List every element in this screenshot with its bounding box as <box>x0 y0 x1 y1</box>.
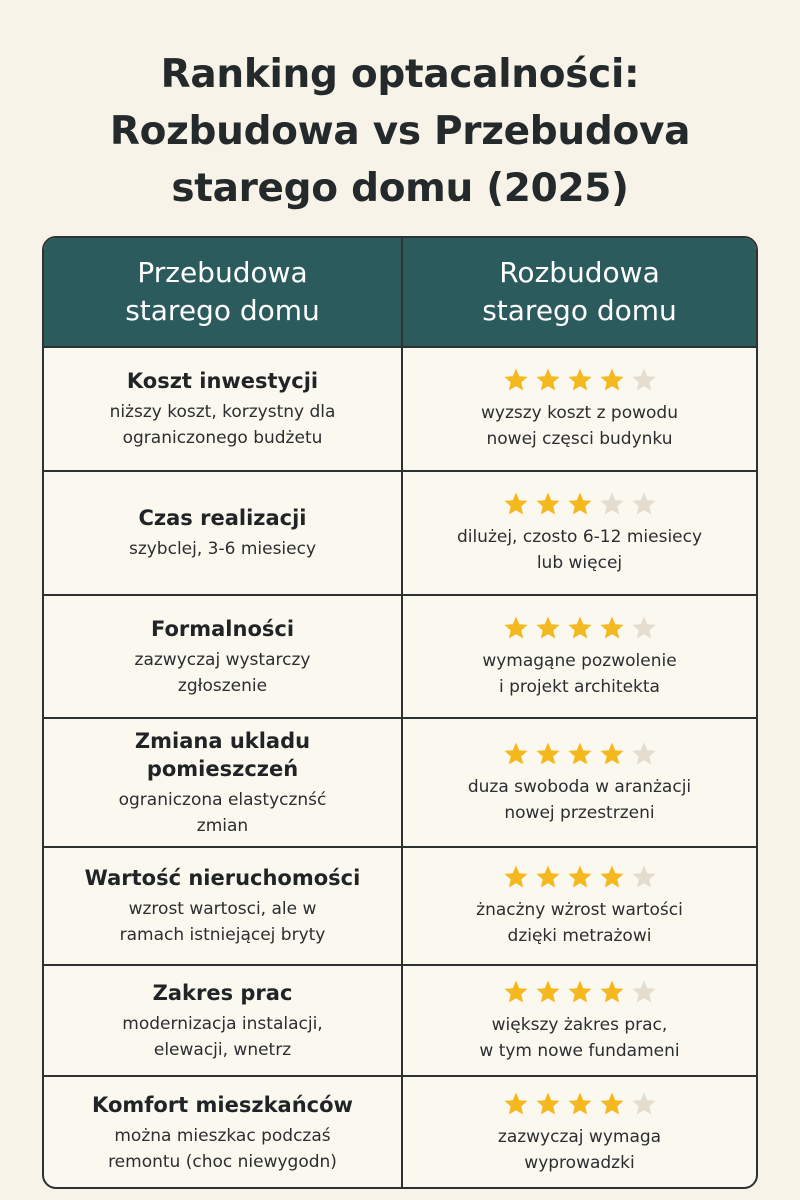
criterion-title <box>135 727 310 783</box>
rozbudowa-description-line: wyzszy koszt z powodu <box>480 403 678 423</box>
table-row <box>44 848 756 966</box>
star-filled-icon <box>566 490 594 518</box>
rozbudowa-description-line: nowej przestrzeni <box>504 802 655 823</box>
table-row <box>44 719 756 848</box>
star-rating <box>502 863 658 891</box>
przebudowa-description-line: ograniczona elastycznść <box>118 789 327 810</box>
criterion-title-line: Zmiana ukladu <box>134 728 311 753</box>
rozbudowa-cell <box>403 966 756 1075</box>
przebudowa-description-line: niższy koszt, korzystny dla <box>109 402 336 422</box>
title-line-2: Rozbudowa vs Przebudova <box>109 109 691 154</box>
star-rating <box>502 614 658 642</box>
rozbudowa-description <box>482 648 676 700</box>
star-empty-icon <box>630 490 658 518</box>
rozbudowa-description-line: i projekt architekta <box>499 676 660 697</box>
rozbudowa-description-line: dilużej, czosto 6-12 miesiecy <box>456 527 703 547</box>
rozbudowa-cell <box>403 1077 756 1189</box>
rozbudowa-description-line: większy żakres prac, <box>491 1014 668 1035</box>
star-filled-icon <box>566 740 594 768</box>
rozbudowa-description <box>479 1012 679 1064</box>
rozbudowa-description <box>498 1124 661 1176</box>
rozbudowa-description-line: zazwyczaj wymaga <box>497 1127 662 1147</box>
criterion-cell <box>44 596 401 717</box>
star-filled-icon <box>598 978 626 1006</box>
star-rating <box>502 366 658 394</box>
rozbudowa-description-line: wymagąne pozwolenie <box>482 650 677 671</box>
star-filled-icon <box>534 1090 562 1118</box>
comparison-table <box>42 236 758 1189</box>
star-rating <box>502 978 658 1006</box>
star-empty-icon <box>598 490 626 518</box>
przebudowa-description <box>129 536 316 562</box>
criterion-cell <box>44 719 401 846</box>
table-header <box>44 238 756 348</box>
star-filled-icon <box>598 863 626 891</box>
table-row <box>44 596 756 719</box>
rozbudowa-description <box>457 524 702 576</box>
star-empty-icon <box>630 366 658 394</box>
rozbudowa-description <box>481 400 678 452</box>
rozbudowa-cell <box>403 472 756 594</box>
table-row <box>44 348 756 472</box>
rozbudowa-cell <box>403 348 756 470</box>
star-empty-icon <box>630 614 658 642</box>
star-filled-icon <box>566 366 594 394</box>
star-filled-icon <box>566 978 594 1006</box>
header-rozbudowa <box>403 238 756 346</box>
star-empty-icon <box>630 978 658 1006</box>
star-empty-icon <box>630 1090 658 1118</box>
star-filled-icon <box>534 366 562 394</box>
criterion-title <box>85 864 361 892</box>
star-rating <box>502 740 658 768</box>
header-right-line-1: Rozbudowa <box>499 256 660 289</box>
star-empty-icon <box>630 863 658 891</box>
rozbudowa-description-line: wyprowadzki <box>524 1153 635 1173</box>
przebudowa-description <box>122 1011 322 1063</box>
star-filled-icon <box>566 863 594 891</box>
criterion-title <box>151 615 294 643</box>
rozbudowa-cell <box>403 596 756 717</box>
przebudowa-description-line: ramach istniejącej bryty <box>119 925 326 945</box>
header-right-line-2: starego domu <box>482 294 677 327</box>
przebudowa-description-line: szybclej, 3-6 miesiecy <box>128 539 317 559</box>
star-filled-icon <box>598 614 626 642</box>
przebudowa-description <box>108 1123 337 1175</box>
przebudowa-description-line: ograniczonego budżetu <box>122 428 323 448</box>
criterion-title-line: Wartość nieruchomości <box>84 866 361 890</box>
criterion-title-line: Komfort mieszkańców <box>92 1093 353 1117</box>
criterion-cell <box>44 1077 401 1189</box>
criterion-cell <box>44 848 401 964</box>
criterion-title-line: Formalności <box>150 616 295 641</box>
column-divider <box>401 238 403 1189</box>
star-filled-icon <box>534 863 562 891</box>
header-left-line-1: Przebudowa <box>137 256 308 289</box>
criterion-title <box>138 504 306 532</box>
criterion-title <box>127 367 318 395</box>
star-filled-icon <box>534 614 562 642</box>
star-filled-icon <box>502 740 530 768</box>
star-filled-icon <box>502 978 530 1006</box>
rozbudowa-description-line: lub więcej <box>536 553 623 573</box>
przebudowa-description-line: wzrost wartosci, ale w <box>128 899 317 919</box>
criterion-cell <box>44 966 401 1075</box>
przebudowa-description-line: zmian <box>196 815 249 836</box>
przebudowa-description-line: remontu (choc niewygodn) <box>108 1152 337 1172</box>
rozbudowa-cell <box>403 719 756 846</box>
title-line-1: Ranking optacalności: <box>160 52 640 97</box>
table-row <box>44 472 756 596</box>
criterion-title-line: Zakres prac <box>152 980 293 1005</box>
star-filled-icon <box>598 1090 626 1118</box>
rozbudowa-description-line: duza swoboda w aranżacji <box>467 776 692 797</box>
criterion-title-line: Koszt inwestycji <box>126 369 319 393</box>
title-line-3: starego domu (2025) <box>171 166 629 211</box>
star-filled-icon <box>502 1090 530 1118</box>
criterion-cell <box>44 348 401 470</box>
criterion-title-line: pomieszczeń <box>146 756 299 781</box>
przebudowa-description-line: zgłoszenie <box>177 675 268 696</box>
rozbudowa-description-line: żnacżny wżrost wartości <box>476 900 683 920</box>
star-empty-icon <box>630 740 658 768</box>
rozbudowa-description <box>468 774 691 826</box>
criterion-title <box>92 1091 353 1119</box>
star-filled-icon <box>502 614 530 642</box>
star-filled-icon <box>534 490 562 518</box>
przebudowa-description <box>119 787 327 839</box>
przebudowa-description <box>120 896 326 948</box>
criterion-title <box>153 979 293 1007</box>
star-filled-icon <box>502 366 530 394</box>
star-filled-icon <box>566 1090 594 1118</box>
star-filled-icon <box>534 740 562 768</box>
rozbudowa-description <box>476 897 683 949</box>
table-row <box>44 1077 756 1189</box>
star-filled-icon <box>598 740 626 768</box>
star-filled-icon <box>534 978 562 1006</box>
star-rating <box>502 1090 658 1118</box>
criterion-cell <box>44 472 401 594</box>
star-filled-icon <box>566 614 594 642</box>
przebudowa-description-line: zazwyczaj wystarczy <box>134 649 311 670</box>
header-przebudowa <box>44 238 401 346</box>
star-filled-icon <box>598 366 626 394</box>
przebudowa-description <box>135 647 311 699</box>
rozbudowa-description-line: dzięki metrażowi <box>507 926 652 946</box>
rozbudowa-description-line: w tym nowe fundameni <box>479 1040 680 1061</box>
przebudowa-description-line: można mieszkac podczaś <box>114 1126 331 1146</box>
star-filled-icon <box>502 490 530 518</box>
star-filled-icon <box>502 863 530 891</box>
criterion-title-line: Czas realizacji <box>138 506 307 530</box>
rozbudowa-cell <box>403 848 756 964</box>
rozbudowa-description-line: nowej częsci budynku <box>486 429 673 449</box>
page-title <box>0 46 800 217</box>
przebudowa-description-line: elewacji, wnetrz <box>153 1039 292 1060</box>
table-row <box>44 966 756 1077</box>
star-rating <box>502 490 658 518</box>
przebudowa-description <box>110 399 336 451</box>
header-left-line-2: starego domu <box>125 294 320 327</box>
przebudowa-description-line: modernizacja instalacji, <box>122 1013 323 1034</box>
